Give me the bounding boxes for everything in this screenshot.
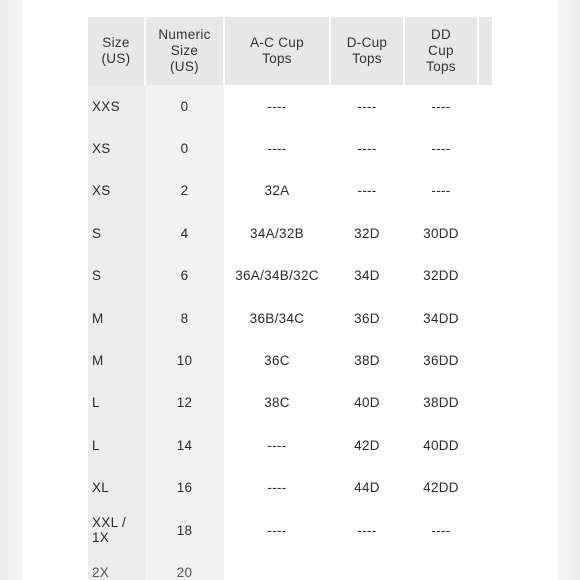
cell-size: [88, 297, 145, 339]
header-cut-off-column: [478, 17, 492, 85]
cell-text: 32D: [354, 225, 380, 241]
cell-ac: [224, 467, 330, 509]
cell-text: 36B/34C: [249, 310, 305, 326]
cell-dd: [404, 424, 478, 466]
table-row: [88, 170, 492, 212]
cell-cut-off: [478, 382, 492, 424]
cell-text: S: [92, 225, 102, 241]
cell-text: 8: [180, 310, 189, 326]
cell-size: [88, 170, 145, 212]
cell-numeric: [145, 339, 224, 381]
cell-ac: [224, 339, 330, 381]
cell-ac: [224, 255, 330, 297]
cell-d: [330, 339, 404, 381]
cell-size: [88, 212, 145, 254]
cell-size: [88, 339, 145, 381]
cell-text: 4: [180, 225, 189, 241]
cell-d: [330, 85, 404, 127]
cell-text: M: [92, 310, 104, 326]
cell-size: [88, 255, 145, 297]
cell-text: 36C: [264, 353, 290, 369]
cell-d: [330, 127, 404, 169]
cell-text: 38D: [354, 353, 380, 369]
cell-text: ----: [357, 141, 377, 157]
cell-text: L: [92, 437, 100, 453]
cell-size: [88, 382, 145, 424]
cell-text: ----: [357, 183, 377, 199]
cell-ac: [224, 170, 330, 212]
table-header-row: [88, 17, 492, 85]
header-ac-cup-tops: A-C Cup Tops: [224, 17, 330, 85]
right-edge-shadow: [558, 0, 580, 580]
cell-cut-off: [478, 509, 492, 551]
cell-d: [330, 255, 404, 297]
table-row: [88, 127, 492, 169]
table-row: [88, 382, 492, 424]
cell-text: 42D: [354, 437, 380, 453]
cell-text: 30DD: [423, 225, 459, 241]
cell-numeric: [145, 297, 224, 339]
cell-d: [330, 467, 404, 509]
cell-ac: [224, 297, 330, 339]
cell-text: 2: [180, 183, 189, 199]
cell-dd: [404, 212, 478, 254]
table-row: [88, 297, 492, 339]
cell-text: M: [92, 353, 104, 369]
cell-numeric: [145, 170, 224, 212]
cell-ac: [224, 212, 330, 254]
cell-text: ----: [431, 183, 451, 199]
cell-d: [330, 382, 404, 424]
cell-text: 0: [180, 141, 189, 157]
cell-dd: [404, 170, 478, 212]
cell-dd: [404, 382, 478, 424]
table-row-partial: [88, 551, 492, 580]
cell-text: ----: [267, 522, 287, 538]
table-row: [88, 339, 492, 381]
cell-text: 2X: [92, 565, 110, 580]
cell-cut-off: [478, 424, 492, 466]
cell-text: 36A/34B/32C: [235, 268, 319, 284]
cell-ac: [224, 382, 330, 424]
cell-text: 32DD: [423, 268, 459, 284]
cell-dd: [404, 509, 478, 551]
cell-dd: [404, 467, 478, 509]
cell-text: 10: [176, 353, 193, 369]
cell-text: XS: [92, 141, 111, 157]
cell-text: ----: [431, 141, 451, 157]
cell-text: 36D: [354, 310, 380, 326]
cell-numeric: [145, 467, 224, 509]
cell-cut-off: [478, 297, 492, 339]
cell-text: 12: [176, 395, 193, 411]
cell-cut-off: [478, 170, 492, 212]
cell-size: [88, 85, 145, 127]
header-numeric-size: Numeric Size (US): [145, 17, 224, 85]
cell-ac: [224, 424, 330, 466]
cell-numeric: [145, 127, 224, 169]
cell-text: 42DD: [423, 480, 459, 496]
cell-d: [330, 170, 404, 212]
cell-text: 40DD: [423, 437, 459, 453]
cell-text: ----: [357, 98, 377, 114]
cell-text: 38C: [264, 395, 290, 411]
table-row: [88, 424, 492, 466]
cell-d: [330, 509, 404, 551]
cell-cut-off: [478, 127, 492, 169]
cell-text: 0: [180, 98, 189, 114]
cell-text: L: [92, 395, 100, 411]
cell-numeric: [145, 551, 224, 580]
cell-numeric: [145, 424, 224, 466]
cell-text: 36DD: [423, 353, 459, 369]
cell-d: [330, 212, 404, 254]
table-row: [88, 212, 492, 254]
cell-size: [88, 127, 145, 169]
cell-dd: [404, 339, 478, 381]
cell-text: 44D: [354, 480, 380, 496]
cell-d: [330, 297, 404, 339]
cell-text: XL: [92, 480, 110, 496]
cell-cut-off: [478, 339, 492, 381]
cell-text: 16: [176, 480, 193, 496]
cell-text: 34DD: [423, 310, 459, 326]
table-row: [88, 85, 492, 127]
table-row: [88, 509, 492, 551]
cell-dd: [404, 297, 478, 339]
cell-empty: [478, 551, 492, 580]
cell-ac: [224, 509, 330, 551]
cell-empty: [224, 551, 330, 580]
cell-numeric: [145, 382, 224, 424]
cell-text: S: [92, 268, 102, 284]
left-edge-shadow: [0, 0, 22, 580]
cell-dd: [404, 127, 478, 169]
cell-empty: [404, 551, 478, 580]
cell-text: XS: [92, 183, 111, 199]
header-dd-cup-tops: DD Cup Tops: [404, 17, 478, 85]
cell-size: [88, 509, 145, 551]
cell-text: 32A: [264, 183, 290, 199]
cell-numeric: [145, 509, 224, 551]
cell-text: 14: [176, 437, 193, 453]
cell-ac: [224, 127, 330, 169]
header-size-us: Size (US): [88, 17, 145, 85]
cell-text: 20: [176, 565, 193, 580]
cell-text: 34A/32B: [250, 225, 304, 241]
cell-numeric: [145, 212, 224, 254]
table-row: [88, 467, 492, 509]
cell-text: ----: [357, 522, 377, 538]
cell-dd: [404, 255, 478, 297]
cell-d: [330, 424, 404, 466]
cell-text: 40D: [354, 395, 380, 411]
cell-numeric: [145, 85, 224, 127]
cell-size: [88, 467, 145, 509]
cell-cut-off: [478, 255, 492, 297]
cell-empty: [330, 551, 404, 580]
cell-text: 18: [176, 522, 193, 538]
cell-text: 6: [180, 268, 189, 284]
cell-size: [88, 551, 145, 580]
cell-text: ----: [431, 522, 451, 538]
cell-text: 38DD: [423, 395, 459, 411]
cell-cut-off: [478, 212, 492, 254]
header-d-cup-tops: D-Cup Tops: [330, 17, 404, 85]
cell-text: ----: [431, 98, 451, 114]
cell-text: ----: [267, 141, 287, 157]
cell-text: ----: [267, 437, 287, 453]
cell-cut-off: [478, 85, 492, 127]
cell-cut-off: [478, 467, 492, 509]
cell-text: XXS: [92, 98, 120, 114]
cell-text: ----: [267, 480, 287, 496]
cell-text: 34D: [354, 268, 380, 284]
table-row: [88, 255, 492, 297]
cell-dd: [404, 85, 478, 127]
cell-size: [88, 424, 145, 466]
cell-text: ----: [267, 98, 287, 114]
size-chart-table: [88, 17, 492, 580]
cell-text: XXL / 1X: [92, 515, 127, 546]
cell-numeric: [145, 255, 224, 297]
cell-ac: [224, 85, 330, 127]
